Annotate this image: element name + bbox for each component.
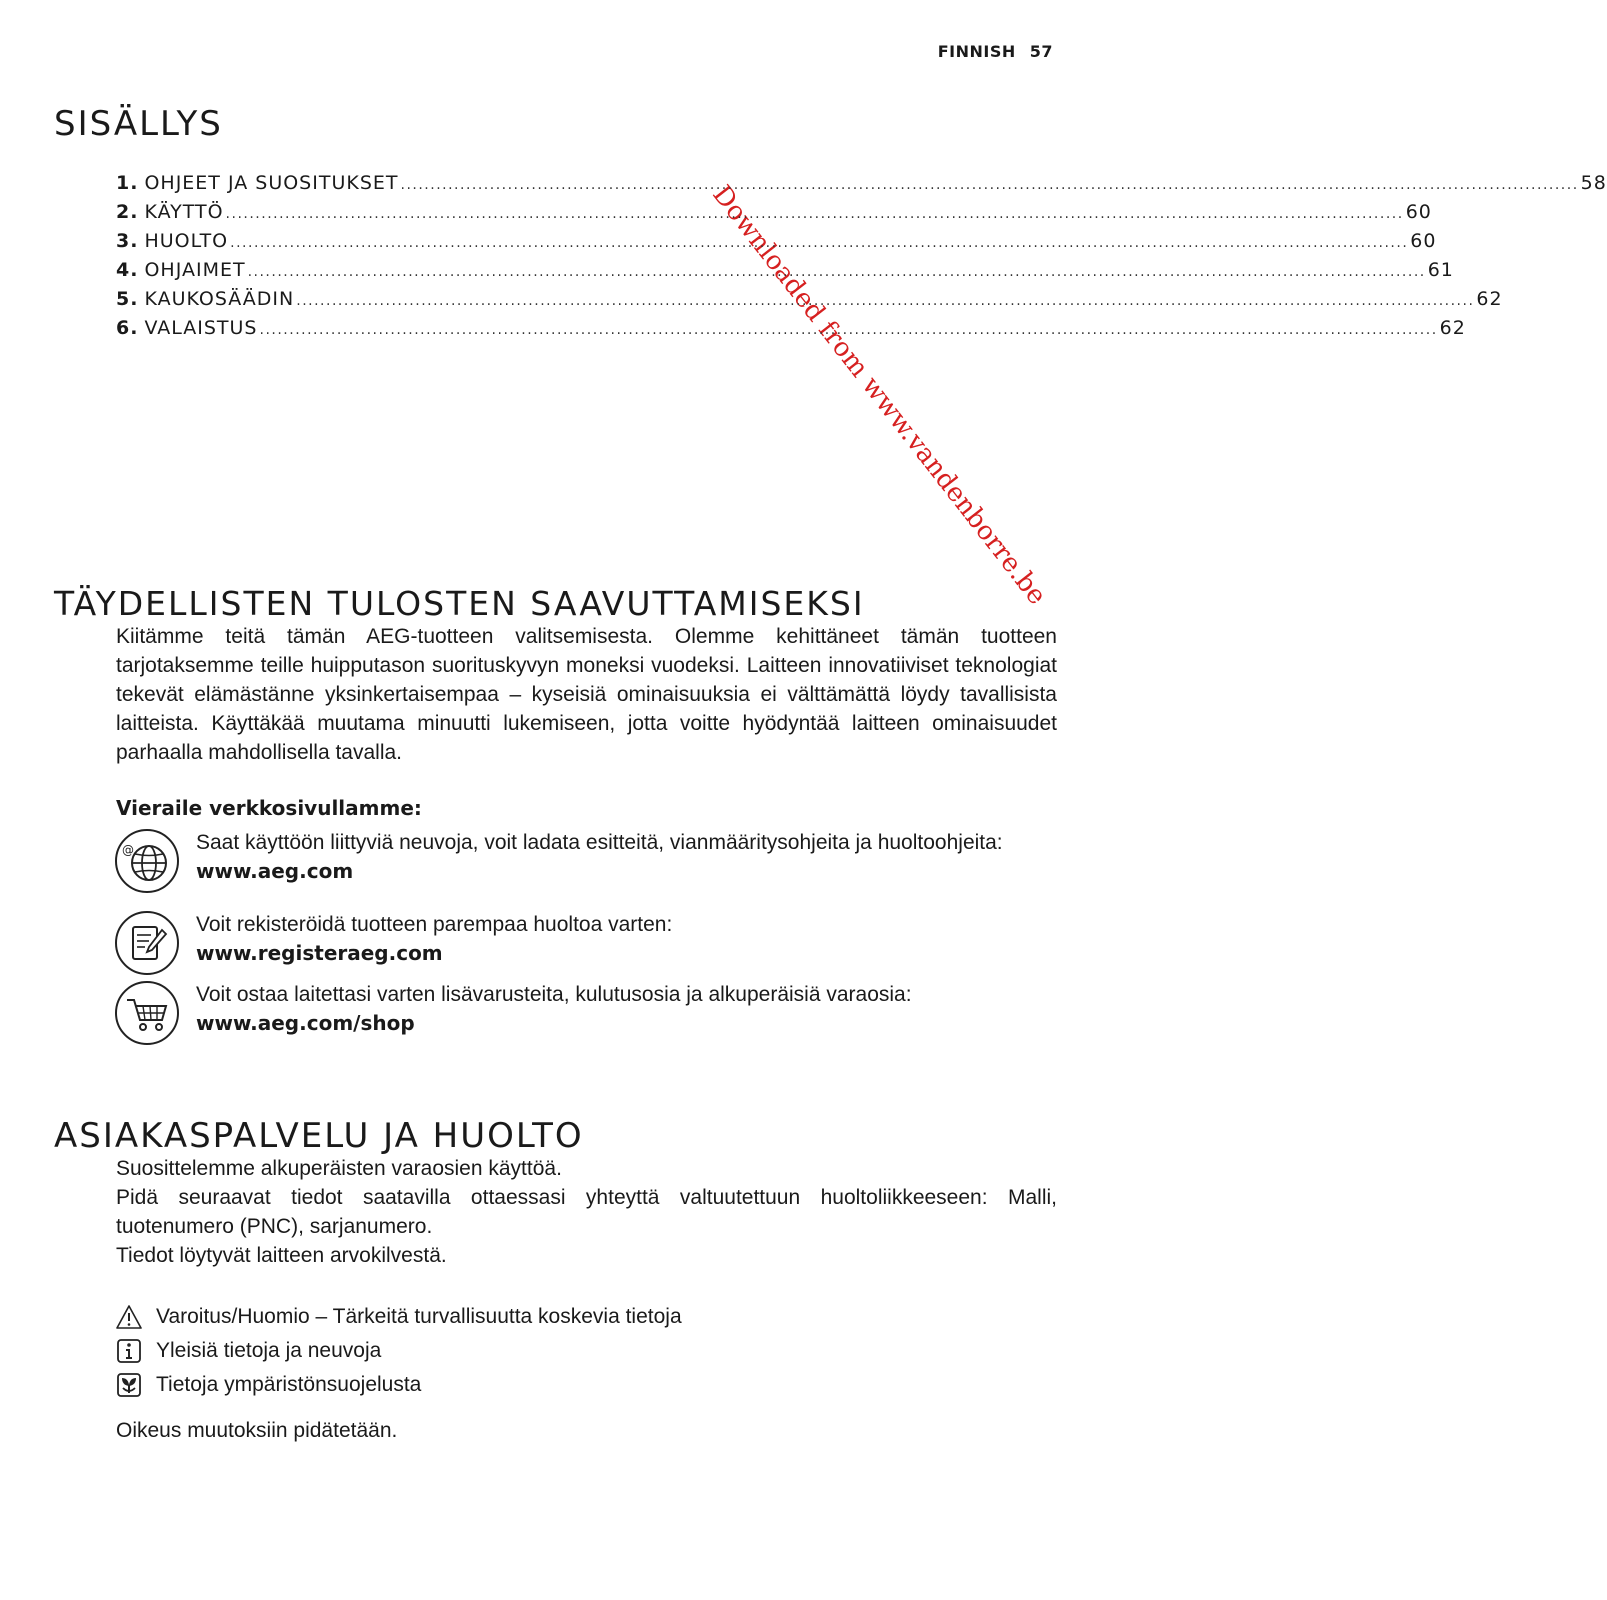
toc-item-label: KAUKOSÄÄDIN [144,288,295,310]
web-item-register [114,910,1057,976]
toc-item-page: 60 [1405,201,1432,223]
results-body: Kiitämme teitä tämän AEG-tuotteen valitsemisesta. Olemme kehittäneet tämän tuotteen tarjotaksemme teille huipputason suorituskyvyn moneksi vuodeksi. Laitteen innovatiiviset teknologiat tekevät elämästänne yksinkertaisempaa – kyseisiä ominaisuuksia ei välttämättä löydy tavallisista laitteista. Käyttäkää muutama minuutti lukemiseen, jotta voitte hyödyntää laitteen ominaisuudet parhaalla mahdollisella tavalla. [116,625,1057,764]
legend-text: Tietoja ympäristönsuojelusta [156,1373,422,1396]
toc-item-number: 3. [116,230,139,252]
legend-text: Varoitus/Huomio – Tärkeitä turvallisuutta koskevia tietoja [156,1305,682,1328]
toc-item-label: HUOLTO [144,230,229,252]
web-item-text: Saat käyttöön liittyviä neuvoja, voit ladata esitteitä, vianmääritysohjeita ja huoltoohjeita: [196,831,1003,854]
web-item-url[interactable]: www.aeg.com/shop [196,1011,415,1035]
watermark: Downloaded from www.vandenborre.be [706,180,1053,611]
web-item-url[interactable]: www.aeg.com [196,859,354,883]
toc-item-page: 62 [1439,317,1466,339]
symbol-legend [116,1300,682,1402]
legend-item [116,1300,682,1334]
toc-item-number: 1. [116,172,139,194]
toc-item-label: VALAISTUS [144,317,258,339]
toc-item-label: OHJEET JA SUOSITUKSET [144,172,399,194]
toc-item-page: 62 [1476,288,1503,310]
results-title: TÄYDELLISTEN TULOSTEN SAAVUTTAMISEKSI [54,584,865,623]
toc-item[interactable] [116,317,1466,346]
toc-leader-dots: ...................................................................................................................................................................................................... [259,322,1438,338]
toc-item[interactable] [116,201,1432,230]
service-title: ASIAKASPALVELU JA HUOLTO [54,1116,584,1156]
toc-item[interactable] [116,259,1454,288]
toc-item[interactable] [116,172,1607,201]
toc-item[interactable] [116,288,1503,317]
web-item-shop [114,980,1057,1046]
toc-item-page: 60 [1410,230,1437,252]
toc-leader-dots: ...................................................................................................................................................................................................... [230,235,1409,251]
toc-item-number: 4. [116,259,139,281]
header-page-number: 57 [1029,42,1053,61]
environment-icon [116,1372,142,1398]
register-icon [114,910,180,976]
footer-note: Oikeus muutoksiin pidätetään. [116,1419,398,1442]
warning-icon [116,1304,142,1330]
toc-item-page: 58 [1580,172,1607,194]
toc-item-number: 6. [116,317,139,339]
toc-item-label: KÄYTTÖ [144,201,224,223]
legend-text: Yleisiä tietoja ja neuvoja [156,1339,382,1362]
toc-leader-dots: ...................................................................................................................................................................................................... [400,177,1579,193]
shopping-cart-icon [114,980,180,1046]
toc-item[interactable] [116,230,1437,259]
toc-title: SISÄLLYS [54,104,223,144]
legend-item [116,1368,682,1402]
globe-icon [114,828,180,894]
service-line-2: Pidä seuraavat tiedot saatavilla ottaessasi yhteyttä valtuutettuun huoltoliikkeeseen: Malli, tuotenumero (PNC), sarjanumero. [116,1186,1057,1238]
header-language: FINNISH [937,42,1016,61]
toc-leader-dots: ...................................................................................................................................................................................................... [225,206,1404,222]
web-item-url[interactable]: www.registeraeg.com [196,941,443,965]
web-item-support [114,828,1057,894]
svg-text:@: @ [122,843,134,857]
info-icon [116,1338,142,1364]
toc-item-page: 61 [1427,259,1454,281]
toc-item-number: 2. [116,201,139,223]
table-of-contents [116,172,1607,346]
toc-leader-dots: ...................................................................................................................................................................................................... [296,293,1475,309]
legend-item [116,1334,682,1368]
service-line-1: Suosittelemme alkuperäisten varaosien käyttöä. [116,1157,562,1180]
visit-heading: Vieraile verkkosivullamme: [116,796,422,820]
page-header [938,42,1053,61]
web-item-text: Voit rekisteröidä tuotteen parempaa huoltoa varten: [196,913,673,936]
web-item-text: Voit ostaa laitettasi varten lisävarusteita, kulutusosia ja alkuperäisiä varaosia: [196,983,912,1006]
toc-leader-dots: ...................................................................................................................................................................................................... [247,264,1426,280]
service-line-3: Tiedot löytyvät laitteen arvokilvestä. [116,1244,447,1267]
toc-item-number: 5. [116,288,139,310]
toc-item-label: OHJAIMET [144,259,246,281]
